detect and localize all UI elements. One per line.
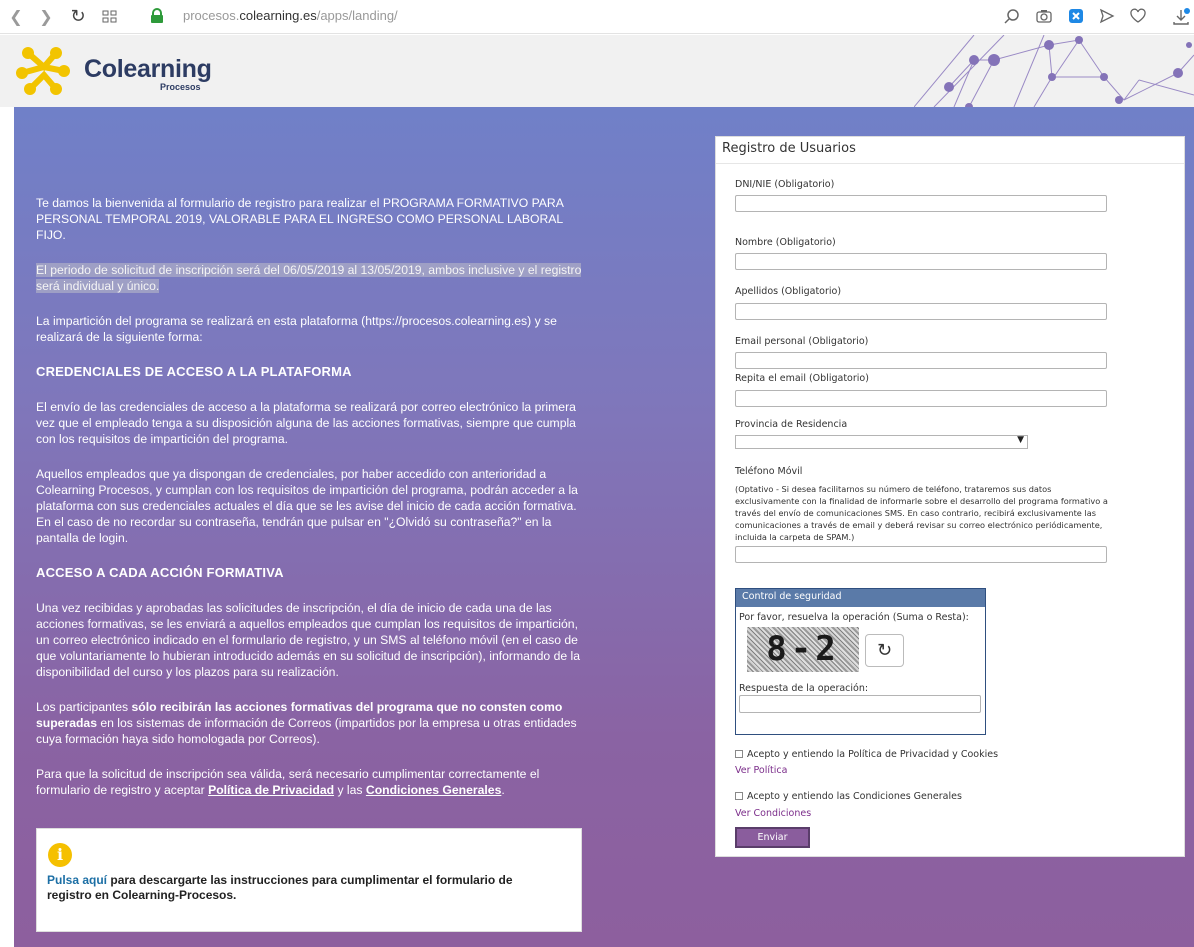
dni-input[interactable] — [735, 195, 1107, 212]
intro-paragraph-3: La impartición del programa se realizará en esta plataforma (https://procesos.colearning.es) y se realizará de la siguiente forma: — [36, 314, 557, 344]
captcha-panel — [735, 588, 986, 735]
address-bar[interactable]: procesos.colearning.es/apps/landing/ — [183, 8, 398, 23]
reload-icon[interactable]: ↻ — [70, 6, 86, 27]
left-margin — [0, 107, 14, 947]
chevron-down-icon: ▼ — [1017, 435, 1024, 445]
email-input[interactable] — [735, 352, 1107, 369]
captcha-answer-label: Respuesta de la operación: — [739, 683, 869, 694]
apellidos-label: Apellidos (Obligatorio) — [735, 286, 842, 297]
captcha-answer-input[interactable] — [739, 695, 981, 713]
email-confirm-input[interactable] — [735, 390, 1107, 407]
captcha-title: Control de seguridad — [736, 589, 985, 607]
browser-toolbar — [0, 0, 1194, 34]
search-icon[interactable] — [1004, 8, 1022, 26]
intro-paragraph-1: Te damos la bienvenida al formulario de registro para realizar el PROGRAMA FORMATIVO PARA PERSONAL TEMPORAL 2019, VALORABLE PARA EL INGRESO COMO PERSONAL LABORAL FIJO. — [36, 196, 564, 242]
network-decoration — [914, 35, 1194, 107]
intro-paragraph-8: Para que la solicitud de inscripción sea válida, será necesario cumplimentar correctamente el formulario de registro y aceptar Política de Privacidad y las Condiciones Generales. — [36, 767, 540, 797]
site-header — [0, 35, 1194, 107]
privacy-policy-link[interactable]: Política de Privacidad — [208, 783, 335, 797]
captcha-question: Por favor, resuelva la operación (Suma o Resta): — [739, 612, 969, 623]
privacy-checkbox[interactable] — [735, 750, 743, 758]
privacy-checkbox-label: Acepto y entiendo la Política de Privacidad y Cookies — [747, 749, 999, 760]
send-icon[interactable] — [1099, 8, 1117, 26]
telefono-input[interactable] — [735, 546, 1107, 563]
intro-paragraph-7: Los participantes sólo recibirán las acciones formativas del programa que no consten como superadas en los sistemas de información de Correos (impartidos por la empresa u otras entidades cuya formación haya sido homologada por Correos). — [36, 700, 577, 746]
colearning-logo-icon[interactable] — [16, 45, 72, 101]
forward-icon[interactable]: ❯ — [39, 7, 53, 26]
form-title: Registro de Usuarios — [722, 141, 856, 156]
logo-subtitle: Procesos — [160, 82, 201, 92]
back-icon[interactable]: ❮ — [9, 7, 23, 26]
instructions-text: Pulsa aquí para descargarte las instrucciones para cumplimentar el formulario de registro en Colearning-Procesos. — [47, 873, 513, 902]
instructions-box — [36, 828, 582, 932]
form-divider — [716, 163, 1184, 164]
intro-paragraph-6: Una vez recibidas y aprobadas las solicitudes de inscripción, el día de inicio de cada una de las acciones formativas, se les enviará a aquellos empleados que cumplan los requisitos de impartición, un correo electrónico indicado en el formulario de registro, y un SMS al teléfono móvil (en el caso de que voluntariamente lo hubieran introducido además en su solicitud de inscripción), informando de la disponibilidad del curso y los plazos para su realización. — [36, 601, 581, 679]
nombre-input[interactable] — [735, 253, 1107, 270]
terms-checkbox-label: Acepto y entiendo las Condiciones Generales — [747, 791, 962, 802]
view-privacy-link[interactable]: Ver Política — [735, 765, 788, 776]
view-terms-link[interactable]: Ver Condiciones — [735, 808, 812, 819]
intro-paragraph-4: El envío de las credenciales de acceso a la plataforma se realizará por correo electrónico la primera vez que el empleado tenga a su disposición alguna de las acciones formativas, siempre que cumpla con los requisitos de impartición del programa. — [36, 400, 576, 446]
heart-icon[interactable] — [1130, 8, 1148, 26]
intro-paragraph-5: Aquellos empleados que ya dispongan de credenciales, por haber accedido con anterioridad a Colearning Procesos, y cumplan con los requisitos de impartición del programa, podrán acceder a la plataforma con sus credenciales actuales el día que se les avise del inicio de cada acción formativa. En el caso de no recordar su contraseña, tendrán que pulsar en "¿Olvidó su contraseña?" en la pantalla de login. — [36, 467, 578, 545]
refresh-icon[interactable]: ↻ — [865, 634, 904, 667]
logo-text[interactable]: Colearning — [84, 55, 212, 83]
provincia-label: Provincia de Residencia — [735, 419, 848, 430]
intro-paragraph-2: El periodo de solicitud de inscripción será del 06/05/2019 al 13/05/2019, ambos inclusive y el registro será individual y único. — [36, 263, 582, 293]
camera-icon[interactable] — [1036, 8, 1054, 26]
email-confirm-label: Repita el email (Obligatorio) — [735, 373, 869, 384]
tabs-grid-icon[interactable] — [102, 8, 120, 26]
info-icon: i — [48, 843, 72, 867]
submit-button[interactable]: Enviar — [735, 827, 810, 848]
dni-label: DNI/NIE (Obligatorio) — [735, 179, 835, 190]
registration-form — [715, 136, 1185, 857]
nombre-label: Nombre (Obligatorio) — [735, 237, 836, 248]
lock-icon — [150, 8, 168, 26]
captcha-image: 8-2 — [747, 627, 859, 672]
email-label: Email personal (Obligatorio) — [735, 336, 869, 347]
terms-checkbox[interactable] — [735, 792, 743, 800]
provincia-select[interactable] — [735, 435, 1028, 449]
general-terms-link[interactable]: Condiciones Generales — [365, 783, 502, 797]
extension-icon[interactable] — [1068, 8, 1086, 26]
section-heading-credenciales: CREDENCIALES DE ACCESO A LA PLATAFORMA — [36, 364, 352, 379]
download-icon[interactable] — [1172, 8, 1190, 26]
download-instructions-link[interactable]: Pulsa aquí — [47, 873, 108, 887]
intro-text — [36, 195, 584, 817]
telefono-label: Teléfono Móvil — [735, 466, 803, 477]
section-heading-acceso: ACCESO A CADA ACCIÓN FORMATIVA — [36, 565, 284, 580]
apellidos-input[interactable] — [735, 303, 1107, 320]
telefono-note: (Optativo - Si desea facilitarnos su número de teléfono, trataremos sus datos exclusivamente con la finalidad de informarle sobre el desarrollo del programa formativo a través del envío de comunicaciones SMS. En caso contrario, recibirá exclusivamente las comunicaciones a través de email y deberá revisar su correo electrónico periódicamente, incluida la carpeta de SPAM.) — [735, 484, 1108, 542]
